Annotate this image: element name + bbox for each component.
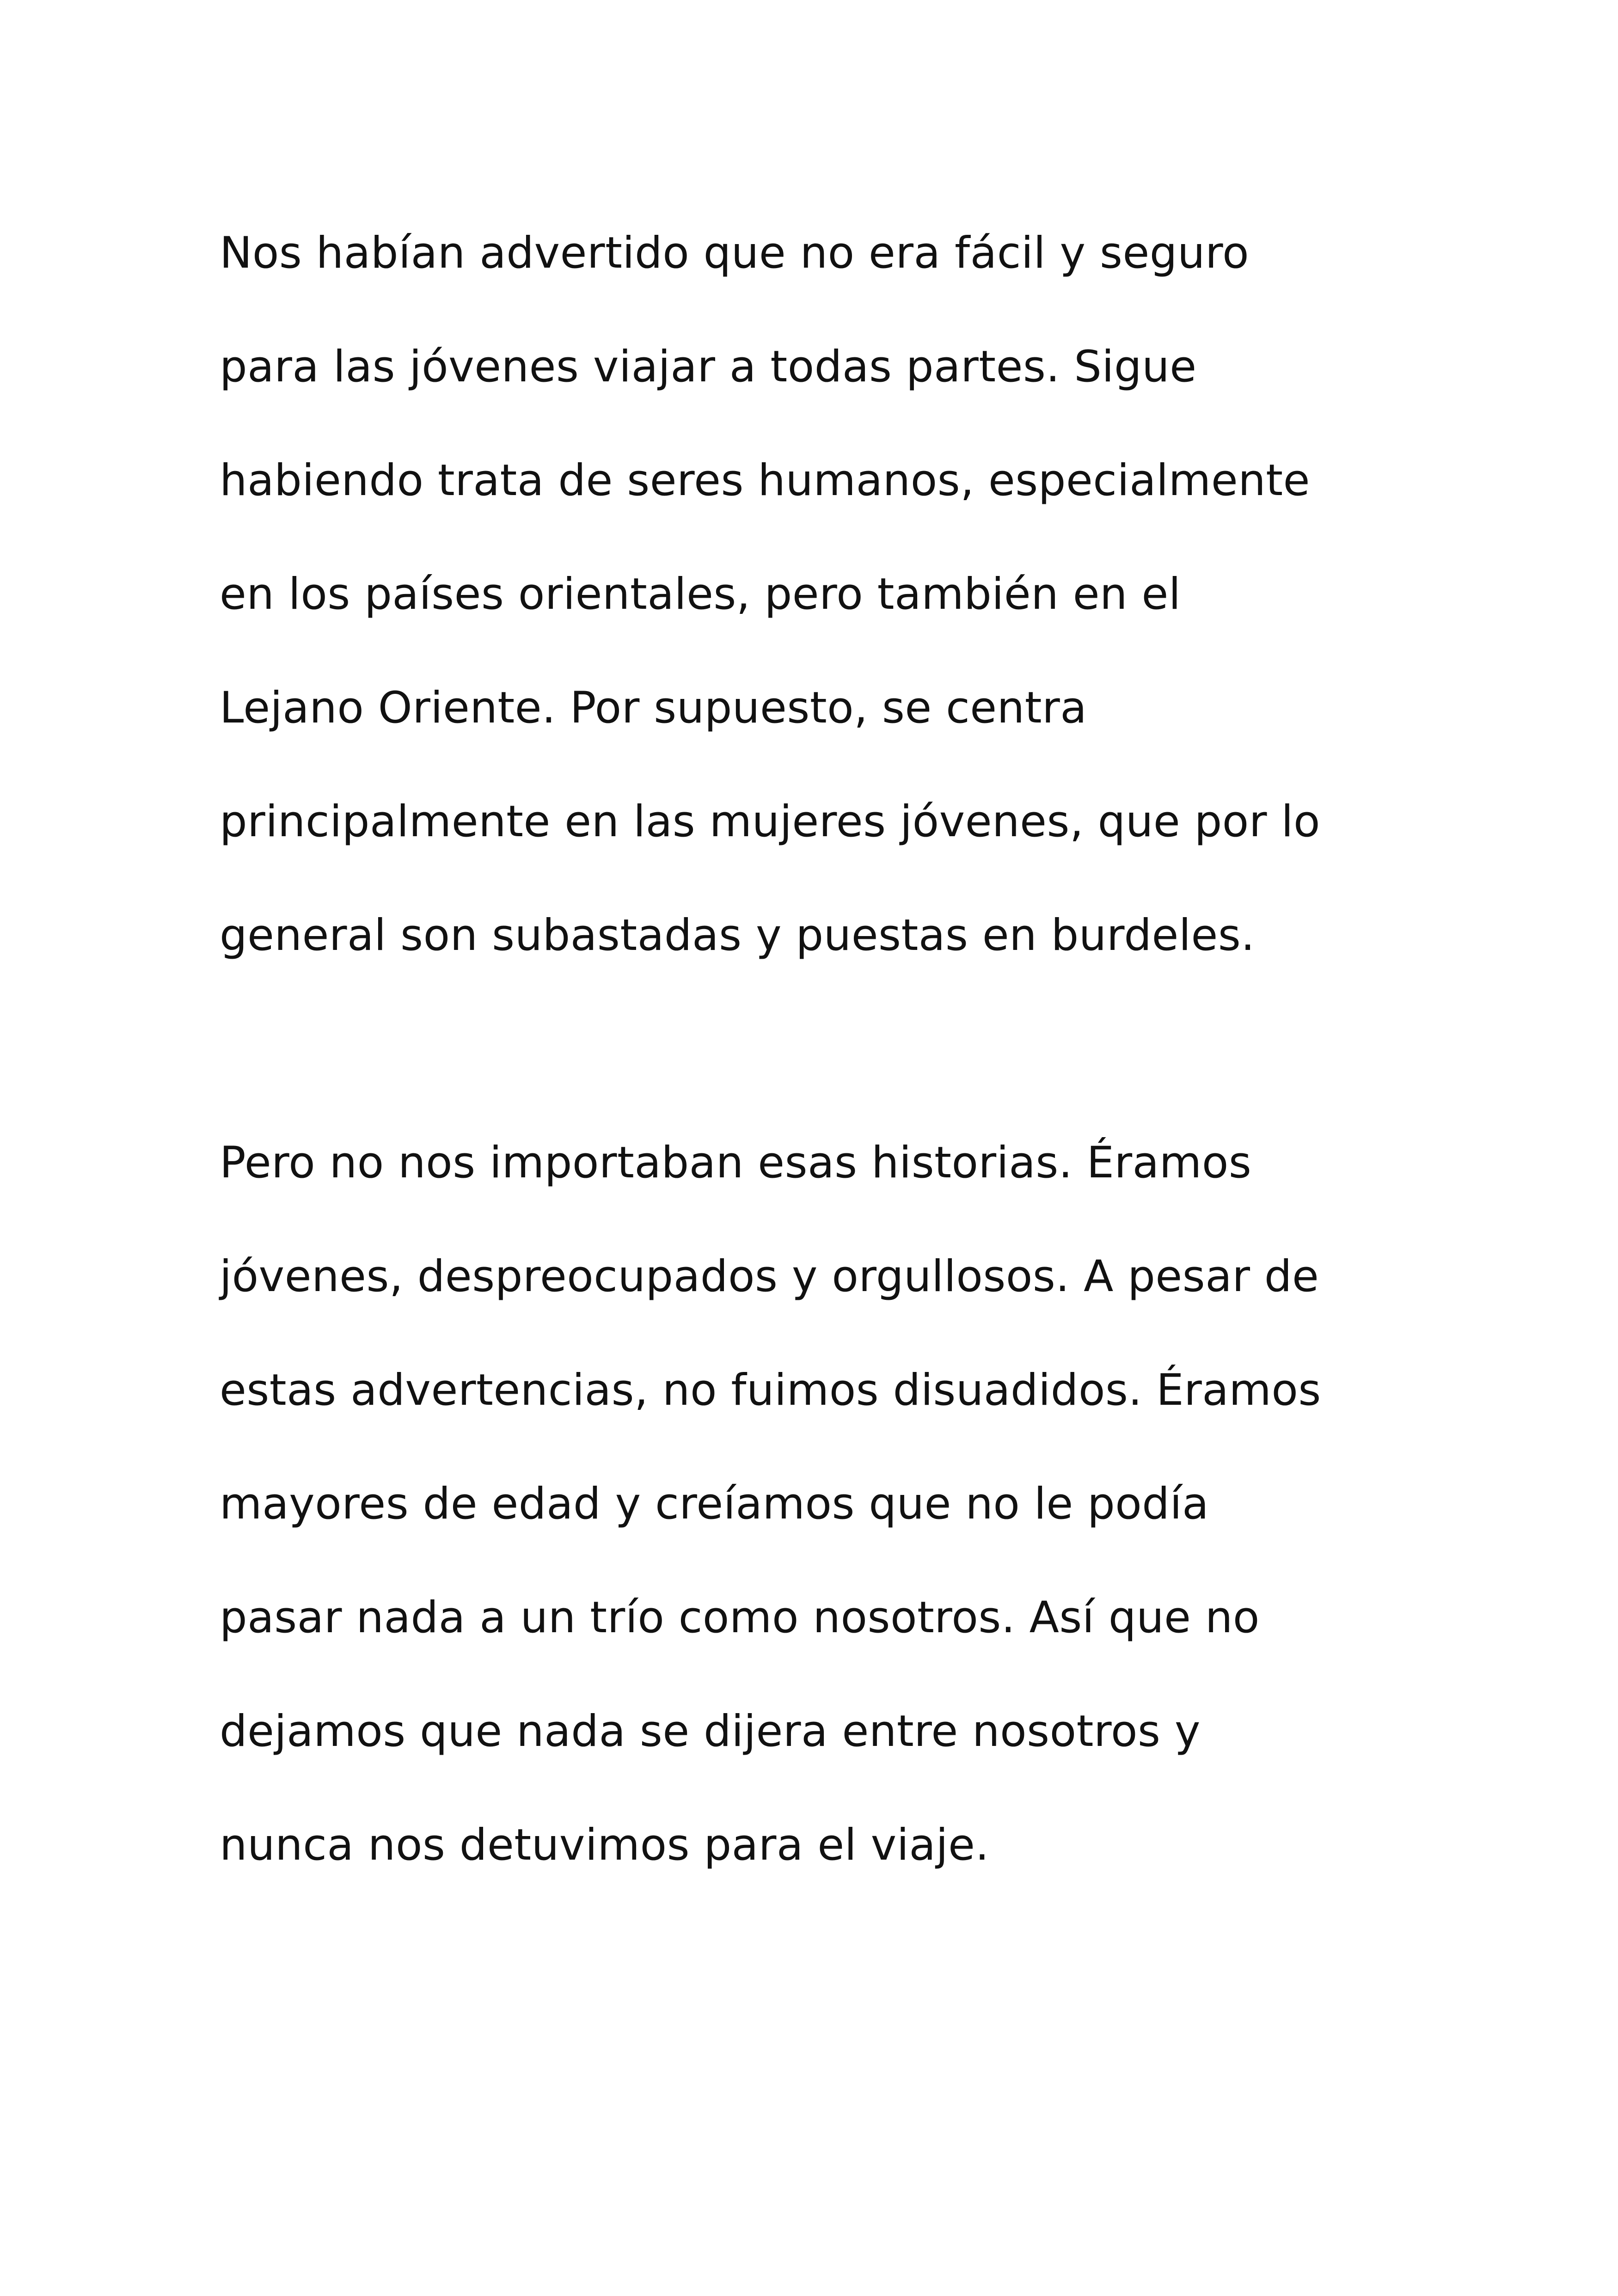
paragraph-2-line-2: jóvenes, despreocupados y orgullosos. A pesar de (220, 1251, 1319, 1302)
paragraph-1-line-1: Nos habían advertido que no era fácil y seguro (220, 228, 1250, 278)
paragraph-2-line-7: nunca nos detuvimos para el viaje. (220, 1820, 989, 1870)
paragraph-1-line-2: para las jóvenes viajar a todas partes. Sigue (220, 342, 1197, 392)
paragraph-2-line-3: estas advertencias, no fuimos disuadidos. Éramos (220, 1365, 1321, 1415)
paragraph-2-line-4: mayores de edad y creíamos que no le podía (220, 1479, 1209, 1529)
paragraph-1-line-3: habiendo trata de seres humanos, especialmente (220, 455, 1310, 506)
paragraph-1-line-5: Lejano Oriente. Por supuesto, se centra (220, 683, 1087, 733)
paragraph-2-line-6: dejamos que nada se dijera entre nosotros y (220, 1706, 1201, 1757)
paragraph-1-line-4: en los países orientales, pero también en el (220, 569, 1181, 619)
paragraph-2-line-5: pasar nada a un trío como nosotros. Así que no (220, 1592, 1260, 1643)
paragraph-1-line-6: principalmente en las mujeres jóvenes, que por lo (220, 796, 1320, 847)
paragraph-2-line-1: Pero no nos importaban esas historias. Éramos (220, 1138, 1252, 1188)
paragraph-1-line-7: general son subastadas y puestas en burdeles. (220, 910, 1255, 961)
